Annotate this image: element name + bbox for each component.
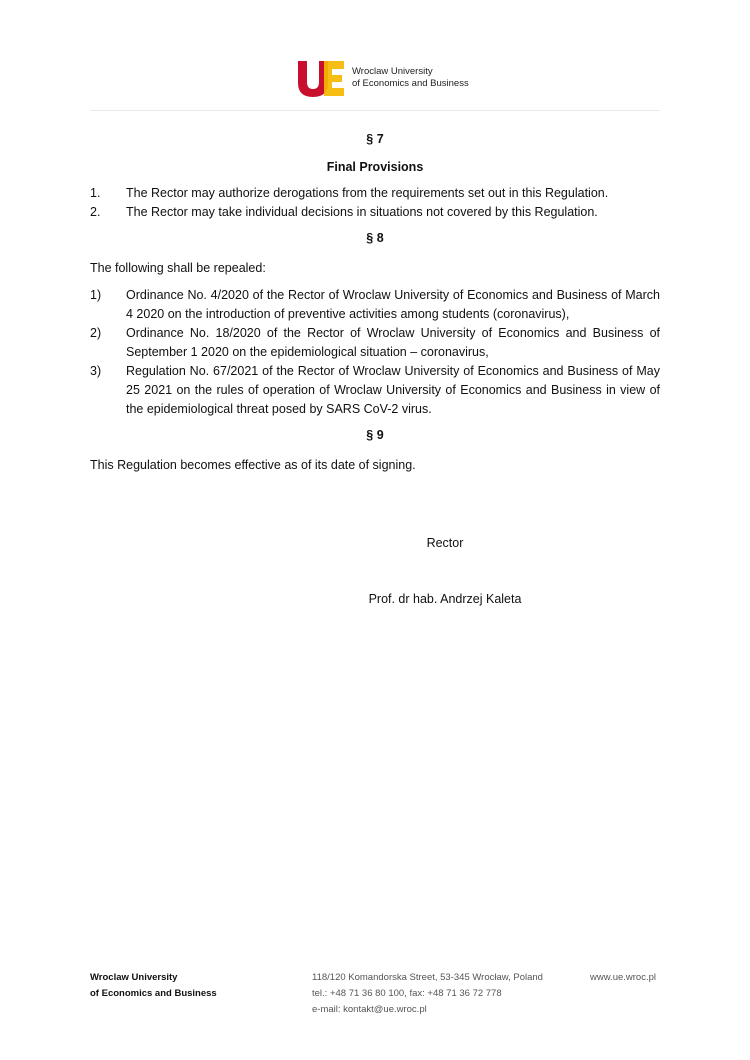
list-item-number: 3) [90,364,102,378]
footer-org-name [90,970,217,1002]
section-9-symbol: § 9 [366,428,384,442]
header-divider [90,110,660,111]
list-item [90,203,660,222]
letterhead-org-line2: of Economics and Business [352,78,469,89]
list-item-text: Ordinance No. 4/2020 of the Rector of Wroclaw University of Economics and Business of March 4 2020 on the introduction of preventive activities among students (coronavirus), [126,288,660,321]
document-body [90,124,660,475]
section-7-symbol: § 7 [366,132,384,146]
footer-phone: tel.: +48 71 36 80 100, fax: +48 71 36 72 778 [312,988,502,999]
letterhead-org-line1: Wroclaw University [352,66,433,77]
section-8-symbol: § 8 [366,231,384,245]
footer-contact [312,970,543,1018]
list-item-text: Ordinance No. 18/2020 of the Rector of Wroclaw University of Economics and Business of September 1 2020 on the epidemiological situation – coronavirus, [126,326,660,359]
list-item [90,362,660,419]
list-item-number: 2. [90,205,101,219]
footer-email[interactable]: e-mail: kontakt@ue.wroc.pl [312,1004,427,1015]
list-item-number: 1. [90,186,101,200]
list-item-number: 1) [90,288,102,302]
footer-website-link[interactable]: www.ue.wroc.pl [590,972,656,983]
list-item-text: The Rector may authorize derogations from the requirements set out in this Regulation. [126,186,609,200]
section-9-text: This Regulation becomes effective as of its date of signing. [90,458,416,472]
list-item [90,184,660,203]
letterhead-org-name [352,66,469,90]
section-7-title: Final Provisions [326,160,424,174]
footer-org-line1: Wroclaw University [90,972,178,983]
ue-logo-icon [296,58,346,98]
footer-org-line2: of Economics and Business [90,988,217,999]
list-item [90,324,660,362]
list-item [90,286,660,324]
footer-address: 118/120 Komandorska Street, 53-345 Wrocław, Poland [312,972,543,983]
signature-name: Prof. dr hab. Andrzej Kaleta [368,592,522,606]
section-8-list [90,286,660,419]
section-7-list [90,184,660,222]
letterhead [296,58,469,98]
signature-role: Rector [426,536,464,550]
list-item-text: Regulation No. 67/2021 of the Rector of Wroclaw University of Economics and Business of May 25 2021 on the rules of operation of Wroclaw University of Economics and Business in view of the epidemiological threat posed by SARS CoV-2 virus. [126,364,660,416]
list-item-text: The Rector may take individual decisions in situations not covered by this Regulation. [126,205,598,219]
section-8-intro: The following shall be repealed: [90,261,266,275]
list-item-number: 2) [90,326,102,340]
